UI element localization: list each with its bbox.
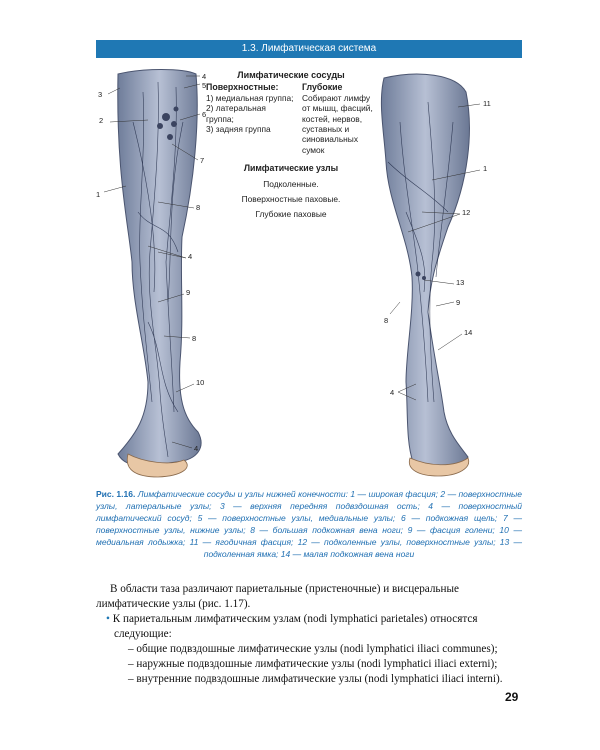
- bullet-icon: •: [106, 613, 113, 625]
- deep-text: Собирают лимфу от мышц, фасций, костей, нервов, суставных и синовиальных сумок: [302, 92, 373, 155]
- callout-r8: 8: [384, 316, 389, 325]
- page-number: 29: [505, 690, 519, 704]
- callout-r1: 1: [483, 164, 488, 173]
- bullet-item: [96, 612, 526, 642]
- callout-4c: 4: [194, 444, 199, 453]
- callout-r14: 14: [464, 328, 473, 337]
- callout-2: 2: [99, 116, 104, 125]
- callout-7: 7: [200, 156, 205, 165]
- nodes-title: Лимфатические узлы: [243, 163, 339, 174]
- callout-3: 3: [98, 90, 103, 99]
- bullet-text: К париетальным лимфатическим узлам (nodi lymphatici parietales) относятся следующие:: [112, 613, 478, 640]
- callout-8: 8: [196, 203, 201, 212]
- figure-1-16: [88, 62, 528, 482]
- dash-item: – внутренние подвздошные лимфатические узлы (nodi lymphatici iliaci interni).: [128, 673, 503, 685]
- dash-item: – общие подвздошные лимфатические узлы (nodi lymphatici iliaci communes);: [128, 643, 498, 655]
- callout-1: 1: [96, 190, 101, 199]
- paragraph: В области таза различают париетальные (пристеночные) и висцеральные лимфатические узлы (рис. 1.17).: [96, 583, 460, 610]
- callout-r11: 11: [483, 99, 491, 108]
- posterior-leg: [381, 74, 469, 468]
- node-item: Подколенные.: [263, 178, 319, 189]
- running-header: 1.3. Лимфатическая система: [96, 40, 522, 58]
- caption-label: Рис. 1.16.: [96, 489, 136, 499]
- body-text: [96, 582, 526, 687]
- callout-4b: 4: [188, 252, 193, 261]
- callout-r9: 9: [456, 298, 461, 307]
- callout-r12: 12: [462, 208, 471, 217]
- node-item: Глубокие паховые: [255, 209, 327, 220]
- lymph-scheme: [206, 70, 376, 220]
- superficial-item: 1) медиальная группа;: [206, 92, 294, 103]
- scheme-title: Лимфатические сосуды: [237, 70, 345, 80]
- callout-8b: 8: [192, 334, 197, 343]
- callout-9: 9: [186, 288, 191, 297]
- superficial-title: Поверхностные:: [206, 82, 279, 93]
- deep-title: Глубокие: [302, 82, 343, 93]
- callout-4: 4: [202, 72, 207, 81]
- node-item: Поверхностные паховые.: [241, 194, 341, 205]
- figure-caption: [96, 488, 522, 560]
- callout-r4: 4: [390, 388, 395, 397]
- dash-item: – наружные подвздошные лимфатические узлы (nodi lymphatici iliaci externi);: [128, 658, 498, 670]
- callout-5: 5: [202, 81, 207, 90]
- superficial-item: 3) задняя группа: [206, 124, 271, 135]
- callout-6: 6: [202, 110, 207, 119]
- callout-r13: 13: [456, 278, 465, 287]
- caption-text: Лимфатические сосуды и узлы нижней конечности: 1 — широкая фасция; 2 — поверхностные узлы, латеральные узлы; 3 — верхняя передняя подвздошная ость; 4 — поверхностный лимфатический сосуд; 5 — поверхностные узлы, медиальные узлы; 6 — подкожная щель; 7 — поверхностные узлы, нижние узлы; 8 — большая подкожная вена ноги; 9 — фасция голени; 10 — медиальная лодыжка; 11 — ягодичная фасция; 12 — подколенные узлы, поверхностные узлы; 13 — подколенная ямка; 14 — малая подкожная вена ноги: [96, 489, 522, 559]
- callout-10: 10: [196, 378, 205, 387]
- superficial-item: 2) латеральная группа;: [206, 103, 266, 124]
